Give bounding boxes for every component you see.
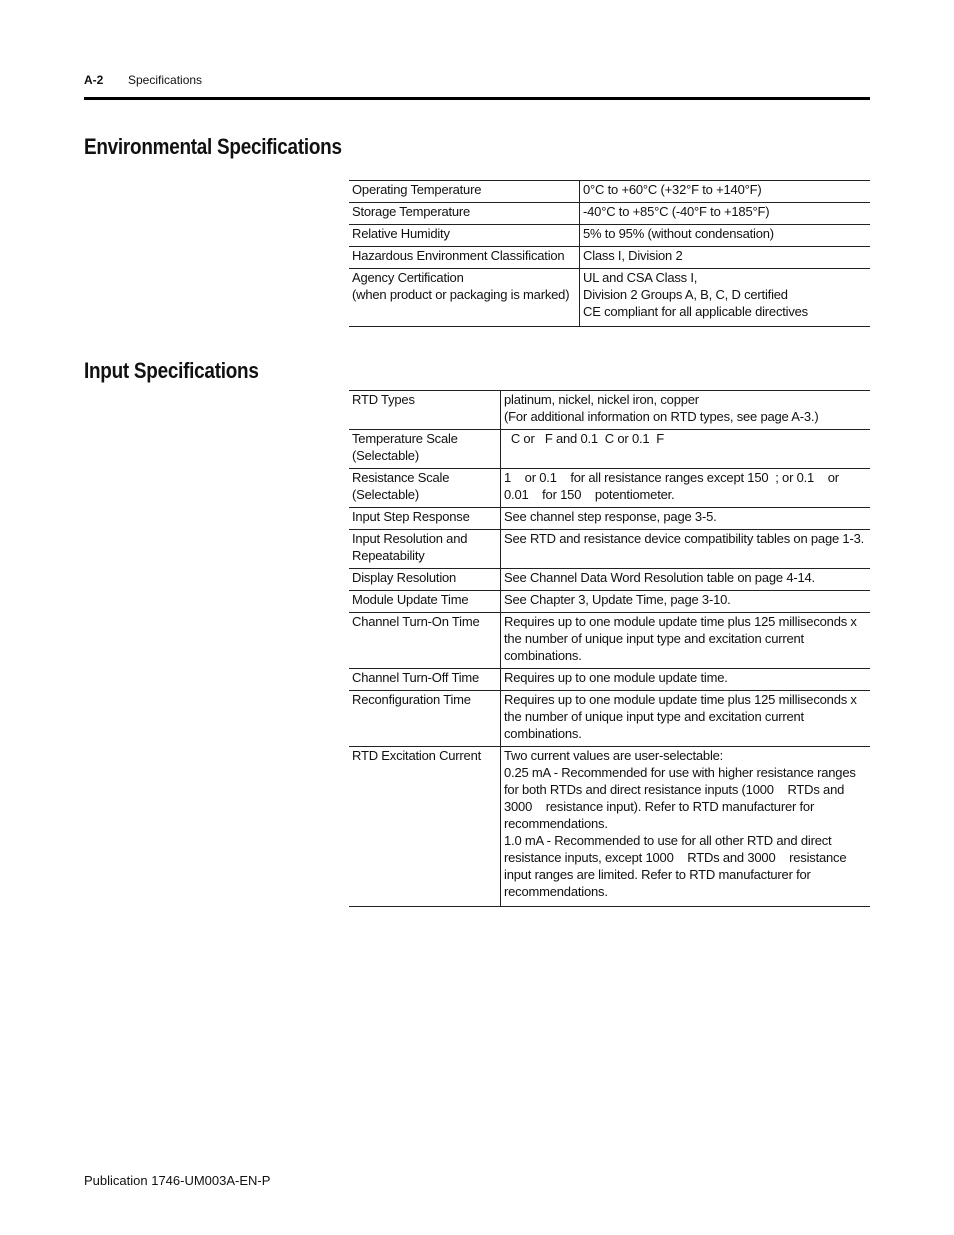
- spec-value-line: 3000 resistance input). Refer to RTD manufacturer for: [504, 799, 815, 814]
- spec-label-cell: [349, 569, 501, 591]
- spec-value-line: 1.0 mA - Recommended to use for all other RTD and direct: [504, 833, 832, 848]
- spec-value-line: See Channel Data Word Resolution table on page 4-14.: [504, 570, 815, 585]
- spec-label-line: Resistance Scale: [352, 470, 450, 485]
- spec-value-line: -40°C to +85°C (-40°F to +185°F): [583, 204, 770, 219]
- spec-row: [349, 269, 870, 327]
- spec-value-line: (For additional information on RTD types, see page A-3.): [504, 409, 819, 424]
- spec-label-cell: [349, 469, 501, 508]
- spec-label-line: (when product or packaging is marked): [352, 287, 570, 302]
- spec-value-line: resistance inputs, except 1000 RTDs and 3000 resistance: [504, 850, 847, 865]
- spec-value-line: Requires up to one module update time plus 125 milliseconds x: [504, 692, 857, 707]
- spec-value-line: recommendations.: [504, 816, 608, 831]
- spec-value-line: Two current values are user-selectable:: [504, 748, 724, 763]
- spec-label-cell: [349, 747, 501, 907]
- spec-row: [349, 747, 870, 907]
- spec-value-line: 0°C to +60°C (+32°F to +140°F): [583, 182, 762, 197]
- spec-label-line: Channel Turn-On Time: [352, 614, 480, 629]
- spec-row: [349, 469, 870, 508]
- spec-value-line: UL and CSA Class I,: [583, 270, 698, 285]
- spec-value-cell: [580, 181, 871, 203]
- spec-label-line: Channel Turn-Off Time: [352, 670, 480, 685]
- spec-value-line: C or F and 0.1 C or 0.1 F: [504, 431, 664, 446]
- spec-label-line: Relative Humidity: [352, 226, 450, 241]
- spec-label-cell: [349, 591, 501, 613]
- publication-footer: Publication 1746-UM003A-EN-P: [84, 1173, 271, 1188]
- input-specifications-heading: Input Specifications: [84, 358, 259, 383]
- spec-value-line: platinum, nickel, nickel iron, copper: [504, 392, 699, 407]
- page-number: A-2: [84, 73, 104, 87]
- spec-value-line: 0.25 mA - Recommended for use with higher resistance ranges: [504, 765, 856, 780]
- spec-value-cell: [501, 591, 871, 613]
- spec-value-line: for both RTDs and direct resistance inputs (1000 RTDs and: [504, 782, 845, 797]
- spec-label-line: Repeatability: [352, 548, 425, 563]
- spec-label-cell: [349, 508, 501, 530]
- spec-value-cell: [501, 669, 871, 691]
- spec-value-cell: [501, 613, 871, 669]
- spec-row: [349, 225, 870, 247]
- page-header: [84, 73, 870, 95]
- spec-value-cell: [501, 569, 871, 591]
- spec-value-cell: [501, 508, 871, 530]
- section-name: Specifications: [128, 73, 203, 87]
- spec-value-cell: [580, 247, 871, 269]
- spec-label-cell: [349, 269, 580, 327]
- spec-value-line: Class I, Division 2: [583, 248, 683, 263]
- spec-value-line: combinations.: [504, 648, 582, 663]
- spec-label-line: (Selectable): [352, 448, 419, 463]
- spec-value-line: Requires up to one module update time.: [504, 670, 728, 685]
- spec-value-line: the number of unique input type and excitation current: [504, 709, 804, 724]
- spec-value-line: combinations.: [504, 726, 582, 741]
- spec-label-cell: [349, 181, 580, 203]
- spec-label-cell: [349, 430, 501, 469]
- spec-row: [349, 430, 870, 469]
- spec-label-line: RTD Excitation Current: [352, 748, 482, 763]
- spec-label-line: Agency Certification: [352, 270, 464, 285]
- spec-row: [349, 613, 870, 669]
- spec-label-line: Display Resolution: [352, 570, 457, 585]
- spec-row: [349, 391, 870, 430]
- environmental-specifications-table: [349, 180, 870, 327]
- spec-value-line: CE compliant for all applicable directives: [583, 304, 808, 319]
- spec-row: [349, 669, 870, 691]
- spec-value-cell: [501, 691, 871, 747]
- spec-label-line: Reconfiguration Time: [352, 692, 471, 707]
- spec-label-cell: [349, 247, 580, 269]
- spec-label-line: (Selectable): [352, 487, 419, 502]
- spec-value-cell: [501, 747, 871, 907]
- spec-row: [349, 569, 870, 591]
- spec-row: [349, 591, 870, 613]
- spec-label-line: RTD Types: [352, 392, 415, 407]
- spec-row: [349, 203, 870, 225]
- spec-value-cell: [580, 225, 871, 247]
- spec-value-line: input ranges are limited. Refer to RTD manufacturer for: [504, 867, 811, 882]
- spec-label-cell: [349, 669, 501, 691]
- spec-value-line: Division 2 Groups A, B, C, D certified: [583, 287, 788, 302]
- spec-value-line: 1 or 0.1 for all resistance ranges except 150 ; or 0.1 or: [504, 470, 839, 485]
- spec-value-line: 0.01 for 150 potentiometer.: [504, 487, 675, 502]
- spec-value-cell: [580, 203, 871, 225]
- spec-value-cell: [501, 469, 871, 508]
- spec-value-line: See RTD and resistance device compatibility tables on page 1-3.: [504, 531, 865, 546]
- spec-value-cell: [501, 530, 871, 569]
- input-specifications-table: [349, 390, 870, 907]
- spec-label-line: Hazardous Environment Classification: [352, 248, 565, 263]
- spec-row: [349, 691, 870, 747]
- spec-row: [349, 508, 870, 530]
- spec-value-cell: [501, 391, 871, 430]
- spec-label-line: Input Resolution and: [352, 531, 468, 546]
- spec-label-cell: [349, 391, 501, 430]
- spec-label-line: Storage Temperature: [352, 204, 471, 219]
- spec-label-line: Temperature Scale: [352, 431, 458, 446]
- spec-label-cell: [349, 691, 501, 747]
- spec-value-line: See Chapter 3, Update Time, page 3-10.: [504, 592, 731, 607]
- spec-value-line: 5% to 95% (without condensation): [583, 226, 774, 241]
- spec-value-line: the number of unique input type and excitation current: [504, 631, 804, 646]
- spec-value-cell: [501, 430, 871, 469]
- spec-row: [349, 181, 870, 203]
- spec-label-cell: [349, 225, 580, 247]
- spec-value-line: See channel step response, page 3-5.: [504, 509, 717, 524]
- spec-label-line: Input Step Response: [352, 509, 470, 524]
- spec-row: [349, 247, 870, 269]
- environmental-specifications-heading: Environmental Specifications: [84, 134, 342, 159]
- spec-label-line: Operating Temperature: [352, 182, 482, 197]
- spec-label-cell: [349, 203, 580, 225]
- spec-label-cell: [349, 530, 501, 569]
- spec-value-line: recommendations.: [504, 884, 608, 899]
- spec-value-line: Requires up to one module update time plus 125 milliseconds x: [504, 614, 857, 629]
- spec-label-cell: [349, 613, 501, 669]
- spec-row: [349, 530, 870, 569]
- header-rule: [84, 97, 870, 100]
- spec-value-cell: [580, 269, 871, 327]
- spec-label-line: Module Update Time: [352, 592, 469, 607]
